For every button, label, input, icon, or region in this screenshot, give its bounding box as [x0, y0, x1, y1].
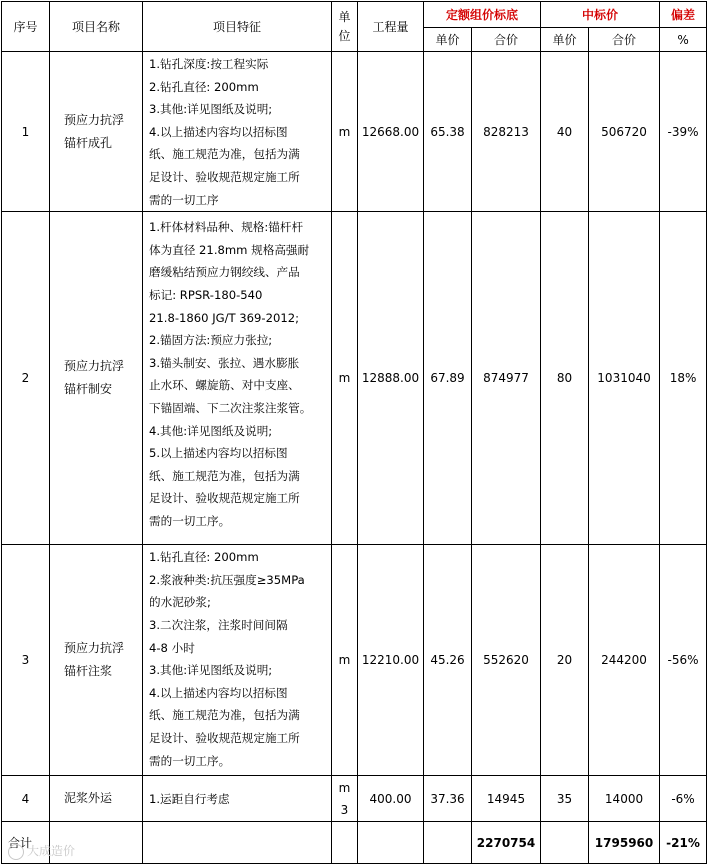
- row-spec: [143, 776, 332, 822]
- row-name-line: 锚杆注浆: [64, 664, 113, 679]
- header-bid-total-price: 合价: [589, 28, 660, 52]
- header-bid-unit-price: 单价: [541, 28, 589, 52]
- spec-line: 足设计、验收规范规定施工所: [149, 730, 300, 745]
- header-quota-group: 定额组价标底: [424, 2, 541, 28]
- row-name-line: 锚杆成孔: [64, 135, 113, 150]
- spec-line: 足设计、验收规范规定施工所: [149, 491, 300, 506]
- spec-line: 标记: RPSR-180-540: [149, 287, 263, 302]
- row-quantity: 400.00: [358, 776, 424, 822]
- spec-line: 3.其他:详见图纸及说明;: [149, 663, 273, 678]
- spec-line: 3.二次注浆，注浆时间间隔: [149, 617, 288, 632]
- header-bid-group: 中标价: [541, 2, 660, 28]
- spec-line: 4.以上描述内容均以招标图: [149, 124, 288, 139]
- spec-line: 需的一切工序。: [149, 513, 231, 528]
- table-row: [2, 545, 707, 776]
- spec-line: 下锚固端、下二次注浆注浆管。: [149, 400, 312, 415]
- row-unit: m: [332, 52, 358, 212]
- row-deviation: -6%: [660, 776, 707, 822]
- total-deviation: -21%: [660, 822, 707, 864]
- row-spec: [143, 545, 332, 776]
- row-name: [50, 212, 143, 545]
- row-spec: [143, 212, 332, 545]
- total-bid: 1795960: [589, 822, 660, 864]
- spec-line: 3.其他:详见图纸及说明;: [149, 102, 273, 117]
- row-name: [50, 776, 143, 822]
- row-bid-total: 14000: [589, 776, 660, 822]
- header-quota-total-price: 合价: [472, 28, 541, 52]
- row-quota-unit: 67.89: [424, 212, 472, 545]
- row-spec: [143, 52, 332, 212]
- total-empty: [358, 822, 424, 864]
- row-name-line: 泥浆外运: [64, 791, 113, 806]
- spec-line: 1.钻孔直径: 200mm: [149, 550, 259, 565]
- spec-line: 3.锚头制安、张拉、遇水膨胀: [149, 355, 300, 370]
- table-row: [2, 52, 707, 212]
- row-unit: [332, 776, 358, 822]
- row-name: [50, 52, 143, 212]
- spec-line: 磨缓粘结预应力钢绞线、产品: [149, 265, 300, 280]
- row-unit: m: [332, 212, 358, 545]
- spec-line: 纸、施工规范为准，包括为满: [149, 708, 300, 723]
- header-seq: 序号: [2, 2, 50, 52]
- spec-line: 的水泥砂浆;: [149, 595, 211, 610]
- header-unit-text: 单位: [338, 9, 351, 43]
- bid-comparison-table: [1, 1, 707, 864]
- row-name-line: 预应力抗浮: [64, 112, 125, 127]
- spec-line: 4-8 小时: [149, 640, 195, 655]
- spec-line: 4.其他:详见图纸及说明;: [149, 423, 273, 438]
- spec-line: 足设计、验收规范规定施工所: [149, 169, 300, 184]
- spec-line: 1.运距自行考虑: [149, 791, 230, 806]
- row-quota-total: 552620: [472, 545, 541, 776]
- row-bid-total: 506720: [589, 52, 660, 212]
- row-quantity: 12888.00: [358, 212, 424, 545]
- total-empty: [424, 822, 472, 864]
- row-quota-total: 828213: [472, 52, 541, 212]
- header-percent: %: [660, 28, 707, 52]
- row-seq: 4: [2, 776, 50, 822]
- row-quota-unit: 37.36: [424, 776, 472, 822]
- row-bid-unit: 35: [541, 776, 589, 822]
- row-unit: m: [332, 545, 358, 776]
- spec-line: 1.钻孔深度:按工程实际: [149, 57, 269, 71]
- row-seq: 3: [2, 545, 50, 776]
- row-name-line: 预应力抗浮: [64, 641, 125, 656]
- row-quantity: 12210.00: [358, 545, 424, 776]
- row-name: [50, 545, 143, 776]
- table-row: [2, 776, 707, 822]
- row-unit-line: m: [338, 780, 351, 795]
- total-quota: 2270754: [472, 822, 541, 864]
- table-row: [2, 212, 707, 545]
- row-bid-total: 1031040: [589, 212, 660, 545]
- header-unit: [332, 2, 358, 52]
- row-bid-unit: 80: [541, 212, 589, 545]
- row-seq: 2: [2, 212, 50, 545]
- header-row-1: [2, 2, 707, 28]
- row-quota-unit: 45.26: [424, 545, 472, 776]
- row-quantity: 12668.00: [358, 52, 424, 212]
- spec-line: 2.钻孔直径: 200mm: [149, 79, 259, 94]
- row-deviation: 18%: [660, 212, 707, 545]
- row-name-line: 锚杆制安: [64, 382, 113, 397]
- row-deviation: -39%: [660, 52, 707, 212]
- spec-line: 需的一切工序: [149, 192, 219, 207]
- spec-line: 2.浆液种类:抗压强度≥35MPa: [149, 572, 305, 587]
- watermark-logo-icon: [8, 844, 24, 860]
- row-deviation: -56%: [660, 545, 707, 776]
- row-bid-total: 244200: [589, 545, 660, 776]
- total-row: [2, 822, 707, 864]
- total-label: 合计: [2, 822, 50, 864]
- spec-line: 2.锚固方法:预应力张拉;: [149, 333, 273, 348]
- row-seq: 1: [2, 52, 50, 212]
- row-unit-line: 3: [340, 802, 349, 817]
- spec-line: 纸、施工规范为准，包括为满: [149, 147, 300, 162]
- header-feature: 项目特征: [143, 2, 332, 52]
- header-quota-unit-price: 单价: [424, 28, 472, 52]
- total-empty: [332, 822, 358, 864]
- row-bid-unit: 20: [541, 545, 589, 776]
- row-bid-unit: 40: [541, 52, 589, 212]
- spec-line: 5.以上描述内容均以招标图: [149, 446, 288, 461]
- total-empty: [541, 822, 589, 864]
- spec-line: 止水环、螺旋筋、对中支座、: [149, 378, 300, 393]
- spec-line: 21.8-1860 JG/T 369-2012;: [149, 310, 299, 325]
- total-empty: [143, 822, 332, 864]
- spec-line: 需的一切工序。: [149, 753, 231, 768]
- row-quota-unit: 65.38: [424, 52, 472, 212]
- row-quota-total: 874977: [472, 212, 541, 545]
- spec-line: 1.杆体材料品种、规格:锚杆杆: [149, 220, 304, 235]
- header-quantity: 工程量: [358, 2, 424, 52]
- row-name-line: 预应力抗浮: [64, 359, 125, 374]
- header-name: 项目名称: [50, 2, 143, 52]
- watermark: [8, 842, 75, 860]
- spec-line: 纸、施工规范为准，包括为满: [149, 468, 300, 483]
- header-deviation: 偏差: [660, 2, 707, 28]
- row-quota-total: 14945: [472, 776, 541, 822]
- watermark-text: 大成造价: [27, 844, 76, 858]
- spec-line: 体为直径 21.8mm 规格高强耐: [149, 242, 310, 257]
- spec-line: 4.以上描述内容均以招标图: [149, 685, 288, 700]
